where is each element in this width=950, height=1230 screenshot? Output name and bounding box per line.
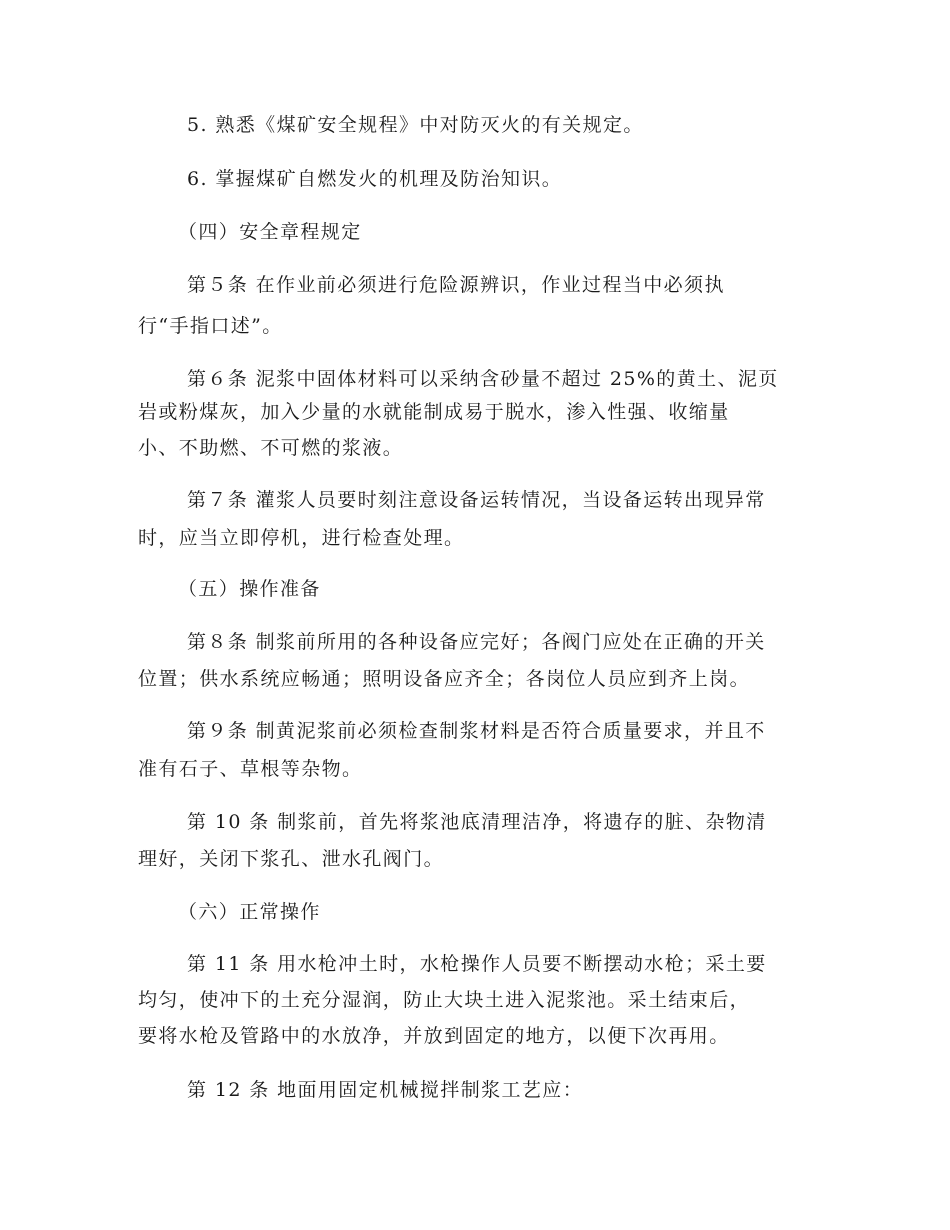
text-line: 6. 掌握煤矿自燃发火的机理及防治知识。 (187, 168, 563, 190)
section-heading: （五）操作准备 (178, 578, 321, 600)
text-line: 理好，关闭下浆孔、泄水孔阀门。 (138, 848, 445, 870)
text-line: 准有石子、草根等杂物。 (138, 758, 363, 780)
text-line: 要将水枪及管路中的水放净，并放到固定的地方，以便下次再用。 (138, 1025, 730, 1047)
text-line: 位置；供水系统应畅通；照明设备应齐全；各岗位人员应到齐上岗。 (138, 668, 751, 690)
section-heading: （四）安全章程规定 (178, 221, 362, 243)
text-line: 第５条 在作业前必须进行危险源辨识，作业过程当中必须执 (187, 274, 725, 296)
text-line: 第 12 条 地面用固定机械搅拌制浆工艺应： (187, 1079, 584, 1101)
text-line: 小、不助燃、不可燃的浆液。 (138, 437, 404, 459)
section-heading: （六）正常操作 (178, 901, 321, 923)
text-line: 第９条 制黄泥浆前必须检查制浆材料是否符合质量要求，并且不 (187, 720, 766, 742)
text-line: 第 10 条 制浆前，首先将浆池底清理洁净，将遗存的脏、杂物清 (187, 811, 767, 833)
text-line: 岩或粉煤灰，加入少量的水就能制成易于脱水，渗入性强、收缩量 (138, 401, 730, 423)
text-line: 时，应当立即停机，进行检查处理。 (138, 527, 465, 549)
text-line: 第６条 泥浆中固体材料可以采纳含砂量不超过 25%的黄土、泥页 (187, 368, 779, 390)
text-line: 第８条 制浆前所用的各种设备应完好；各阀门应处在正确的开关 (187, 631, 766, 653)
text-line: 均匀，使冲下的土充分湿润，防止大块土进入泥浆池。采土结束后， (138, 989, 751, 1011)
text-line: 第７条 灌浆人员要时刻注意设备运转情况，当设备运转出现异常 (187, 489, 766, 511)
text-line: 5. 熟悉《煤矿安全规程》中对防灭火的有关规定。 (187, 114, 644, 136)
text-line: 行“手指口述”。 (138, 315, 283, 337)
text-line: 第 11 条 用水枪冲土时，水枪操作人员要不断摆动水枪；采土要 (187, 953, 767, 975)
